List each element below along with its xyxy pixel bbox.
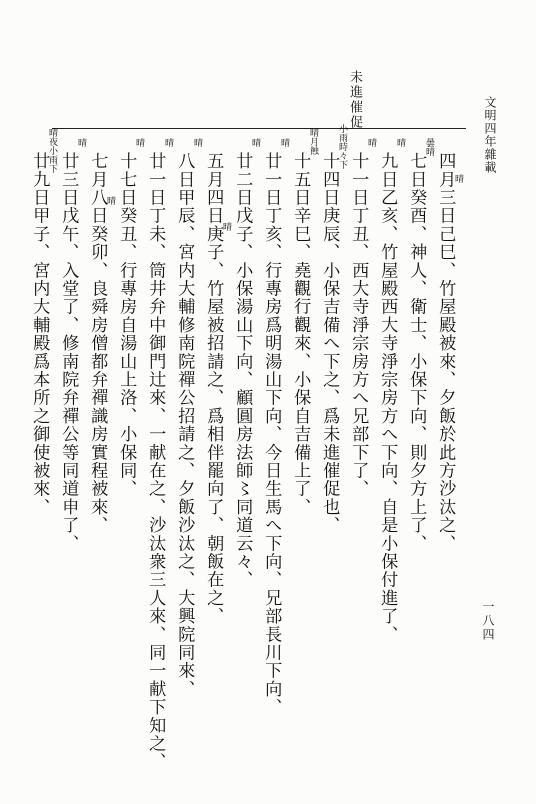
weather-note: 晴 <box>250 138 260 147</box>
weather-note: 晴 <box>105 196 115 205</box>
diary-entry: 七日癸酉、神人、衛士、小保下向、則夕方上了、 <box>406 152 427 553</box>
diary-entry: 廿二日戊子、小保湯山下向、顧圓房法師〻同道云々、 <box>232 152 253 589</box>
headnote: 未進催促 <box>347 70 362 130</box>
weather-note: 晴 <box>366 138 376 147</box>
weather-note: 晴 <box>76 138 86 147</box>
weather-note: 晴 <box>395 138 405 147</box>
weather-note: 晴 <box>453 174 463 183</box>
header-rule <box>52 128 466 129</box>
weather-note: 晴 <box>192 138 202 147</box>
weather-note: 晴夜小雨下 <box>47 128 57 173</box>
diary-entry: 十七日癸丑、行專房自湯山上洛、小保同、 <box>116 152 137 498</box>
diary-entry: 十五日辛巳、堯觀行觀來、小保自吉備上了、 <box>290 152 311 516</box>
page-number: 一八四 <box>481 600 495 642</box>
running-header: 文明四年雜載 <box>483 96 497 174</box>
weather-note: 晴 <box>221 222 231 231</box>
diary-entry: 十四日庚辰、小保吉備へ下之、爲未進催促也、 <box>319 152 340 535</box>
weather-note: 晴 <box>279 138 289 147</box>
diary-entry: 五月四日庚子、竹屋被招請之、爲相伴罷向了、朝飯在之、 <box>203 152 224 626</box>
diary-entry: 七月八日癸卯、良舜房僧都弁禪識房實程被來、 <box>87 152 108 535</box>
weather-note: 晴 <box>163 138 173 147</box>
weather-note: 曇晴 <box>424 138 434 156</box>
weather-note: 小雨時々下 <box>337 124 347 169</box>
diary-entry: 廿一日丁亥、行專房爲明湯山下向、今日生馬へ下向、兄部長川下向、 <box>261 152 282 717</box>
diary-entry: 九日乙亥、竹屋殿西大寺淨宗房方へ下向、自是小保付進了、 <box>377 152 398 644</box>
diary-entry: 廿九日甲子、宮内大輔殿爲本所之御使被來、 <box>29 152 50 516</box>
diary-entry: 廿三日戊午、入堂了、修南院弁禪公等同道申了、 <box>58 152 79 553</box>
weather-note: 晴月蝕 <box>308 128 318 155</box>
diary-entry: 廿一日丁未、筒井弁中御門辻來、一献在之、沙汰衆三人來、同一献下知之、 <box>145 152 166 771</box>
weather-note: 晴 <box>134 138 144 147</box>
diary-entry: 八日甲辰、宮内大輔修南院禪公招請之、夕飯沙汰之、大興院同來、 <box>174 152 195 698</box>
diary-entry: 四月三日己巳、竹屋殿被來、夕飯於此方沙汰之、 <box>435 152 456 553</box>
diary-entry: 十一日丁丑、西大寺淨宗房方へ兄部下了、 <box>348 152 369 498</box>
